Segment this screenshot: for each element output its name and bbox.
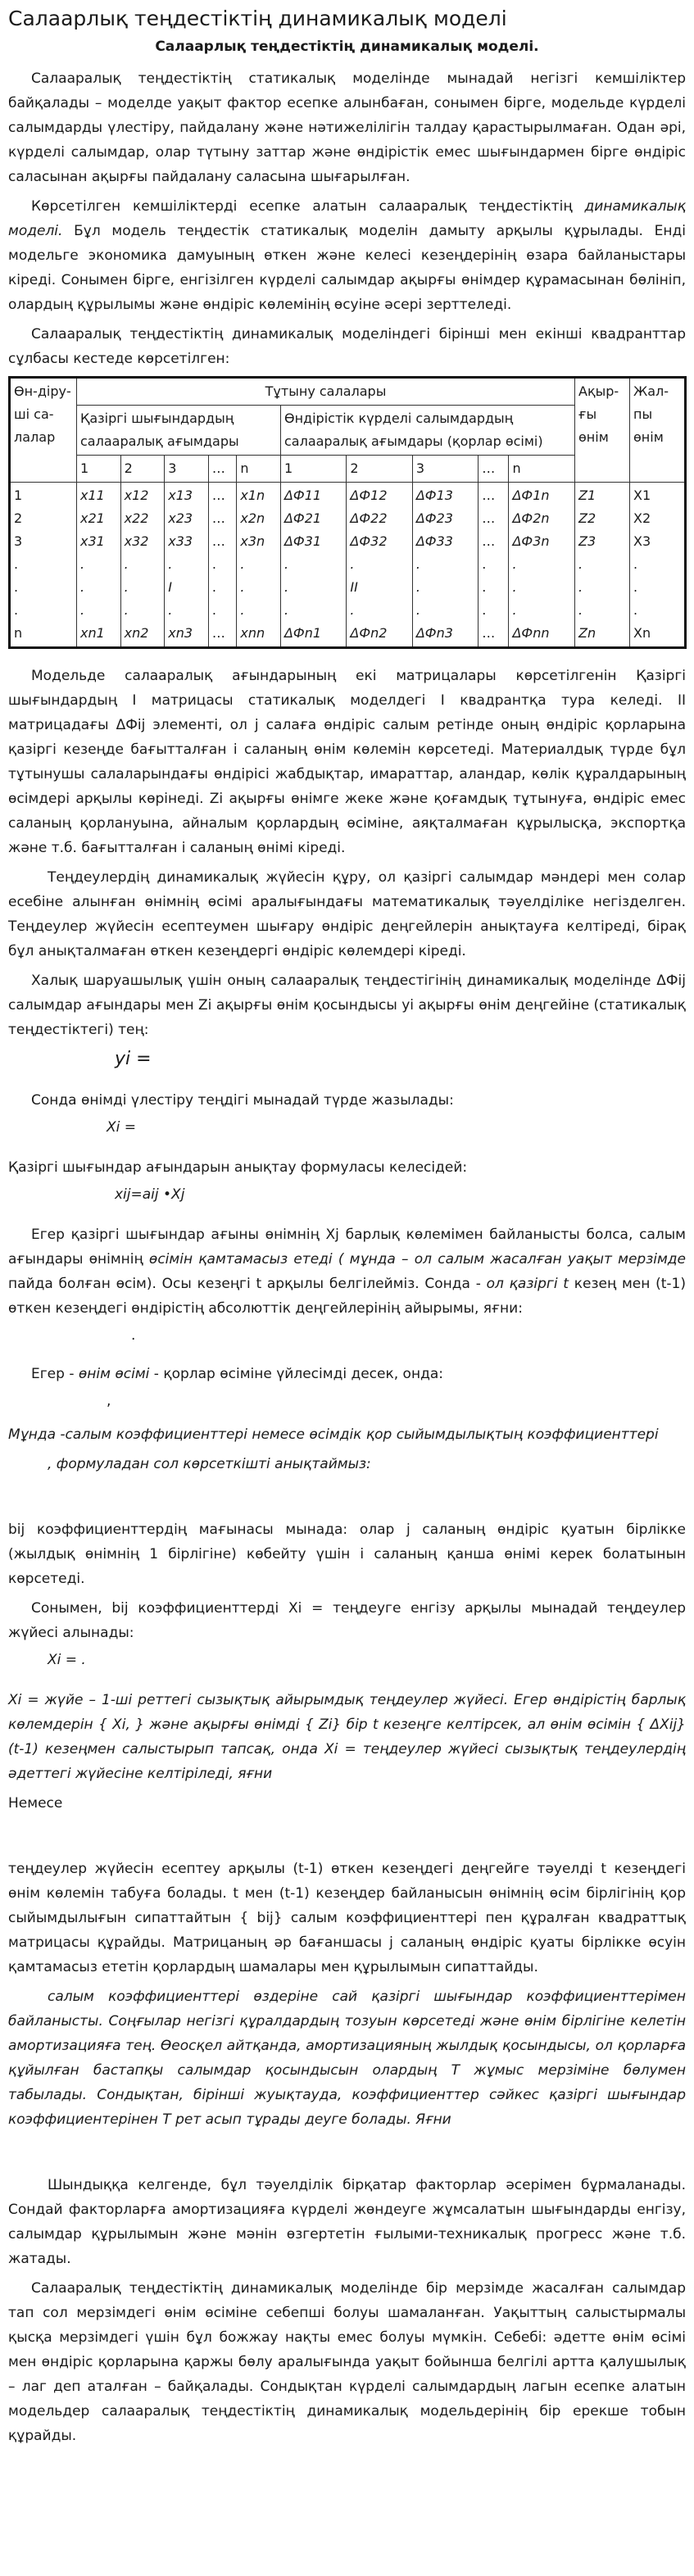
table-cell: Zn — [578, 625, 596, 641]
col-x1 — [77, 483, 121, 648]
table-cell: ΔФ23 — [415, 510, 453, 526]
paragraph-1: Салааралық теңдестіктің статикалық моделінде мынадай негізгі кемшіліктер байқалады – моделде уақыт фактор есепке алынбаған, сонымен бірге, модельде күрделі салымдарды үлестіру, пайдалану және нәтижелілігін талдау қарастырылмаған. Одан әрі, күрделі салымдар, олар түтыну заттар және өндірістік емес шығындармен бірге өндіріс саласынан ақырғы пайдалану саласына шығарылған. — [8, 70, 686, 185]
table-cell: ΔФ11 — [283, 488, 322, 503]
formula-dot: . — [131, 1327, 136, 1344]
table-cell: x12 — [124, 488, 149, 503]
table-cell: Z3 — [578, 533, 596, 549]
col-z — [575, 483, 630, 648]
table-cell: . — [283, 579, 289, 595]
table-cell: … — [482, 625, 496, 641]
col-x4 — [208, 483, 237, 648]
header-final: Ақыр-ғы өнім — [575, 378, 630, 483]
paragraph-12: , формуладан сол көрсеткішті анықтаймыз: — [48, 1456, 371, 1472]
col-dn — [509, 483, 575, 648]
table-cell: x21 — [80, 510, 105, 526]
table-cell: . — [124, 556, 129, 572]
table-cell: . — [124, 579, 129, 595]
paragraph-15: Xi = жүйе – 1-ші реттегі сызықтық айырымдық теңдеулер жүйесі. Егер өндірістің барлық көлемдерін { Xi, } және ақырғы өнімді { Zi} бір t кезеңге келтірсек, ал өнім өсімін { ΔXij} (t-1) кезеңмен салыстырып тапсақ, онда Xi = теңдеулер жүйесі сызықтық теңдеулердің әдеттегі жүйесіне келтіріледі, яғни — [8, 1692, 686, 1782]
table-cell: . — [578, 579, 583, 595]
header-consumer: Тұтыну салалары — [77, 378, 575, 406]
table-cell: ΔФ21 — [283, 510, 322, 526]
table-cell: 3 — [14, 533, 23, 549]
table-cell: . — [240, 556, 245, 572]
paragraph-8: Қазіргі шығындар ағындарын анықтау формуласы келесідей: — [8, 1159, 468, 1176]
paragraph-6: Халық шаруашылық үшін оның салааралық теңдестігінің динамикалық моделінде ΔФij салымдар ағындары мен Zi ақырғы өнім қосындысы yi ақырғы өнім деңгейіне (статикалық теңдестіктегі) тең: — [8, 973, 686, 1038]
table-cell: . — [14, 556, 19, 572]
formula-xij: xij=aij •Xj — [115, 1186, 185, 1203]
paragraph-3: Салааралық теңдестіктің динамикалық моделіндегі бірінші мен екінші квадранттар сұлбасы кестеде көрсетілген: — [8, 326, 686, 367]
table-cell: . — [350, 556, 355, 572]
paragraph-14: Сонымен, bij коэффициенттерді Xi = теңдеуге енгізу арқылы мынадай теңдеулер жүйесі алынады: — [8, 1600, 686, 1641]
formula-placeholder-3 — [8, 2137, 686, 2173]
table-cell: X1 — [633, 488, 651, 503]
paragraph-18: салым коэффициенттері өздеріне сай қазіргі шығындар коэффициенттерімен байланысты. Соңғылар негізгі құралдардың тозуын көрсетеді және өнім бірлігіне келетін амортизацияға тең. Өеосқел айтқанда, амортизацияның жылдық қосындысы, ол қорларға құйылған бастапқы салымдар қосындысын олардың T жұмыс мерзіміне бөлумен табылады. Сондықтан, біріншi жуықтауда, коэффициенттер сәйкес қазіргі шығындар коэффициентерінен T рет асып тұрады деуге болады. Яғни — [8, 1989, 686, 2128]
paragraph-5: Теңдеулердің динамикалық жүйесін құру, ол қазіргі салымдар мәндері мен солар есебіне алынған өнімнің өсімі аралығындағы математикалық тәуелділіке негізделген. Теңдеулер жүйесін есептеумен шығару өндіріс деңгейлерін анықтауға келтіреді, бірақ бұл анықталмаған өткен кезеңдергі өндіріс көлемдері кіреді. — [8, 869, 686, 959]
paragraph-19: Шындыққа келгенде, бұл тәуелділік бірқатар факторлар әсерімен бұрмаланады. Сондай факторларға амортизацияға күрделі жөндеуге жұмсалатын шығындарды енгізу, салымдар құрылымын және мәнін өзгертетін ғылыми-техникалық прогресс және т.б. жатады. — [8, 2177, 686, 2267]
paragraph-10: Егер - өнім өсімі - қорлар өсіміне үйлесімді десек, онда: — [31, 1366, 443, 1382]
table-cell: … — [211, 533, 225, 549]
table-cell: x31 — [80, 533, 105, 549]
table-cell: n — [14, 625, 23, 641]
table-cell: Z1 — [578, 488, 596, 503]
paragraph-7: Сонда өнімді үлестіру теңдігі мынадай түрде жазылады: — [31, 1092, 454, 1109]
paragraph-20: Салааралық теңдестіктің динамикалық моделінде бір мерзімде жасалған салымдар тап сол мерзімдегі өнім өсіміне себепші болуы шамаланған. Уақыттың салыстырмалы қысқа мерзімдегі үшін бұл божжау нақты емес болуы мүмкін. Себебі: әдетте өнім өсімі мен өндіріс қорларына қаржы бөлу аралығында уақыт бойынша белгілі артта қалушылық – лаг деп аталған – байқалады. Сондықтан күрделі салымдардың лагын есепке алатын модельдер салааралық теңдестіктің динамикалық модельдерінің бір ерекше тобын құрайды. — [8, 2280, 686, 2444]
idx-a-2: 2 — [120, 456, 165, 483]
table-cell: ΔФ2n — [512, 510, 550, 526]
table-cell: . — [168, 602, 173, 618]
table-cell: x11 — [80, 488, 105, 503]
col-d2 — [347, 483, 412, 648]
formula-comma: , — [107, 1393, 111, 1409]
table-cell: x22 — [124, 510, 149, 526]
idx-b-1: 1 — [280, 456, 346, 483]
col-x — [630, 483, 686, 648]
table-cell: . — [633, 602, 638, 618]
header-capital: Өндірістік күрделі салымдардың салааралық ағымдары (қорлар өсімі) — [280, 406, 574, 456]
table-cell: . — [283, 602, 289, 618]
table-cell: . — [124, 602, 129, 618]
paragraph-16: Немесе — [8, 1795, 63, 1812]
paragraph-2: Көрсетілген кемшіліктерді есепке алатын салааралық теңдестіктің динамикалық моделі. Бұл модель теңдестік статикалық моделін дамыту арқылы құрылады. Енді модельге экономика дамуының өткен және келесі кезеңдерінің өзара байланыстары кіреді. Сонымен бірге, енгізілген күрделі салымдар ақырғы өнімдер құрамасынан бөлініп, олардың құрылымы және өндіріс көлемінің өсуіне әсері зерттеледі. — [8, 198, 686, 313]
formula-yi: yi = — [115, 1049, 152, 1069]
table-cell: . — [415, 579, 420, 595]
paragraph-4: Модельде салааралық ағындарының екі матрицалары көрсетілгенін Қазіргі шығындардың I матрицасы статикалық моделдегі I квадрантқа тура келеді. II матрицадағы ΔФij элементі, ол j салаға өндіріс салым ретінде оның өндіріс қорларына қазіргі кезеңде бағытталған i саланың өнім көлемін көрсетеді. Материалдық түрде бұл тұтынушы салаларындағы өндірісі жабдықтар, имараттар, аландар, көлік құралдарының өсімдері арқылы көрінеді. Zi ақырғы өнімге жеке және қоғамдық тұтынуға, өндіріс емес саланың қорлануына, айналым қорлардың өсіміне, аяқталмаған құрылысқа, экспортқа және т.б. бағытталған i саланың өнімі кіреді. — [8, 668, 686, 856]
row-labels — [10, 483, 77, 648]
header-current: Қазіргі шығындардың салааралық ағымдары — [77, 406, 281, 456]
idx-b-2: 2 — [347, 456, 412, 483]
table-cell: … — [482, 510, 496, 526]
col-d4 — [479, 483, 509, 648]
formula-xi: Xi = — [107, 1119, 137, 1136]
table-cell: . — [211, 579, 216, 595]
formula-placeholder-2 — [8, 1821, 686, 1857]
table-cell: x1n — [240, 488, 265, 503]
table-cell: . — [240, 579, 245, 595]
table-cell: . — [80, 556, 85, 572]
table-cell: Xn — [633, 625, 651, 641]
table-cell: . — [14, 579, 19, 595]
table-cell: . — [578, 602, 583, 618]
idx-b-3: 3 — [412, 456, 478, 483]
col-x2 — [120, 483, 165, 648]
idx-a-1: 1 — [77, 456, 121, 483]
table-cell: X2 — [633, 510, 651, 526]
table-cell: xnn — [240, 625, 265, 641]
col-d3 — [412, 483, 478, 648]
table-cell: . — [482, 579, 487, 595]
table-cell: x13 — [168, 488, 193, 503]
table-cell: Z2 — [578, 510, 596, 526]
header-gross: Жал-пы өнім — [630, 378, 686, 483]
table-cell: . — [415, 556, 420, 572]
table-cell: . — [211, 556, 216, 572]
table-cell: ΔФ3n — [512, 533, 550, 549]
formula-system: Xi = . — [48, 1652, 86, 1668]
table-cell: . — [578, 556, 583, 572]
table-cell: . — [633, 556, 638, 572]
table-cell: 1 — [14, 488, 23, 503]
table-cell: . — [482, 556, 487, 572]
table-cell: . — [240, 602, 245, 618]
table-cell: ΔФn2 — [350, 625, 388, 641]
formula-placeholder-1 — [8, 1481, 686, 1517]
table-cell: 2 — [14, 510, 23, 526]
table-cell: … — [482, 488, 496, 503]
table-cell: . — [633, 579, 638, 595]
section-subtitle: Салаарлық теңдестіктің динамикалық моделі. — [155, 39, 539, 55]
table-cell: II — [350, 579, 358, 595]
paragraph-17: теңдеулер жүйесін есептеу арқылы (t-1) өткен кезеңдегі деңгейге тәуелді t кезеңдегі өнім көлемін табуға болады. t мен (t-1) кезеңдер байланысын өнімнің өсім бірлігінің қор сыйымдылығын сипаттайтын { bij} салым коэффициенттері пен құралған квадраттық матрицасы құрайды. Матрицаның әр бағаншасы j саланың өндіріс қуаты бірлікке өсуін қамтамасыз ететін қорлардың шамалары мен құрылымын сипаттайды. — [8, 1861, 686, 1975]
balance-table — [8, 376, 687, 649]
table-cell: … — [211, 488, 225, 503]
table-cell: . — [168, 556, 173, 572]
col-d1 — [280, 483, 346, 648]
table-cell: xn2 — [124, 625, 149, 641]
table-cell: x23 — [168, 510, 193, 526]
table-cell: ΔФn1 — [283, 625, 322, 641]
table-cell: ΔФ22 — [350, 510, 388, 526]
table-cell: I — [168, 579, 172, 595]
col-x3 — [165, 483, 209, 648]
idx-a-4: … — [208, 456, 237, 483]
table-cell: … — [482, 533, 496, 549]
table-cell: . — [415, 602, 420, 618]
idx-a-n: n — [237, 456, 281, 483]
table-cell: . — [350, 602, 355, 618]
table-cell: x2n — [240, 510, 265, 526]
table-cell: . — [211, 602, 216, 618]
table-cell: … — [211, 625, 225, 641]
paragraph-13: bij коэффициенттердің мағынасы мынада: олар j саланың өндіріс қуатын бірлікке (жылдық өнімнің 1 бірлігіне) көбейту үшін i саланың қанша өнімі керек болатынын көрсетеді. — [8, 1522, 686, 1587]
table-cell: x32 — [124, 533, 149, 549]
table-cell: . — [283, 556, 289, 572]
paragraph-9: Егер қазіргі шығындар ағыны өнімнің Xj барлық көлемімен байланысты болса, салым ағындары өнімнің өсімін қамтамасыз етеді ( мұнда – ол салым жасалған уақыт мерзімде пайда болған өсім). Осы кезеңгі t арқылы белгілейміз. Сонда - ол қазіргі t кезең мен (t-1) өткен кезеңдегі өндірістің абсолюттік деңгейлерінің айырымы, яғни: — [8, 1227, 686, 1317]
table-cell: . — [482, 602, 487, 618]
table-cell: xn1 — [80, 625, 105, 641]
table-cell: ΔФ33 — [415, 533, 453, 549]
table-cell: ΔФ12 — [350, 488, 388, 503]
table-cell: … — [211, 510, 225, 526]
table-cell: ΔФn3 — [415, 625, 453, 641]
idx-a-3: 3 — [165, 456, 209, 483]
col-xn — [237, 483, 281, 648]
table-cell: X3 — [633, 533, 651, 549]
paragraph-11: Мұнда -салым коэффициенттері немесе өсімдік қор сыйымдылықтың коэффициенттері — [8, 1426, 659, 1443]
table-cell: x33 — [168, 533, 193, 549]
idx-b-n: n — [509, 456, 575, 483]
table-cell: . — [80, 602, 85, 618]
table-cell: ΔФ13 — [415, 488, 453, 503]
header-branch: Өн-діру-ші са-лалар — [10, 378, 77, 483]
table-cell: xn3 — [168, 625, 193, 641]
table-cell: . — [80, 579, 85, 595]
table-cell: . — [512, 579, 517, 595]
table-cell: ΔФ31 — [283, 533, 322, 549]
table-cell: . — [512, 556, 517, 572]
table-cell: ΔФnn — [512, 625, 550, 641]
table-cell: . — [14, 602, 19, 618]
page-title: Салаарлық теңдестіктің динамикалық моделі — [8, 7, 507, 30]
table-cell: . — [512, 602, 517, 618]
table-cell: ΔФ32 — [350, 533, 388, 549]
table-cell: ΔФ1n — [512, 488, 550, 503]
idx-b-4: … — [479, 456, 509, 483]
table-cell: x3n — [240, 533, 265, 549]
